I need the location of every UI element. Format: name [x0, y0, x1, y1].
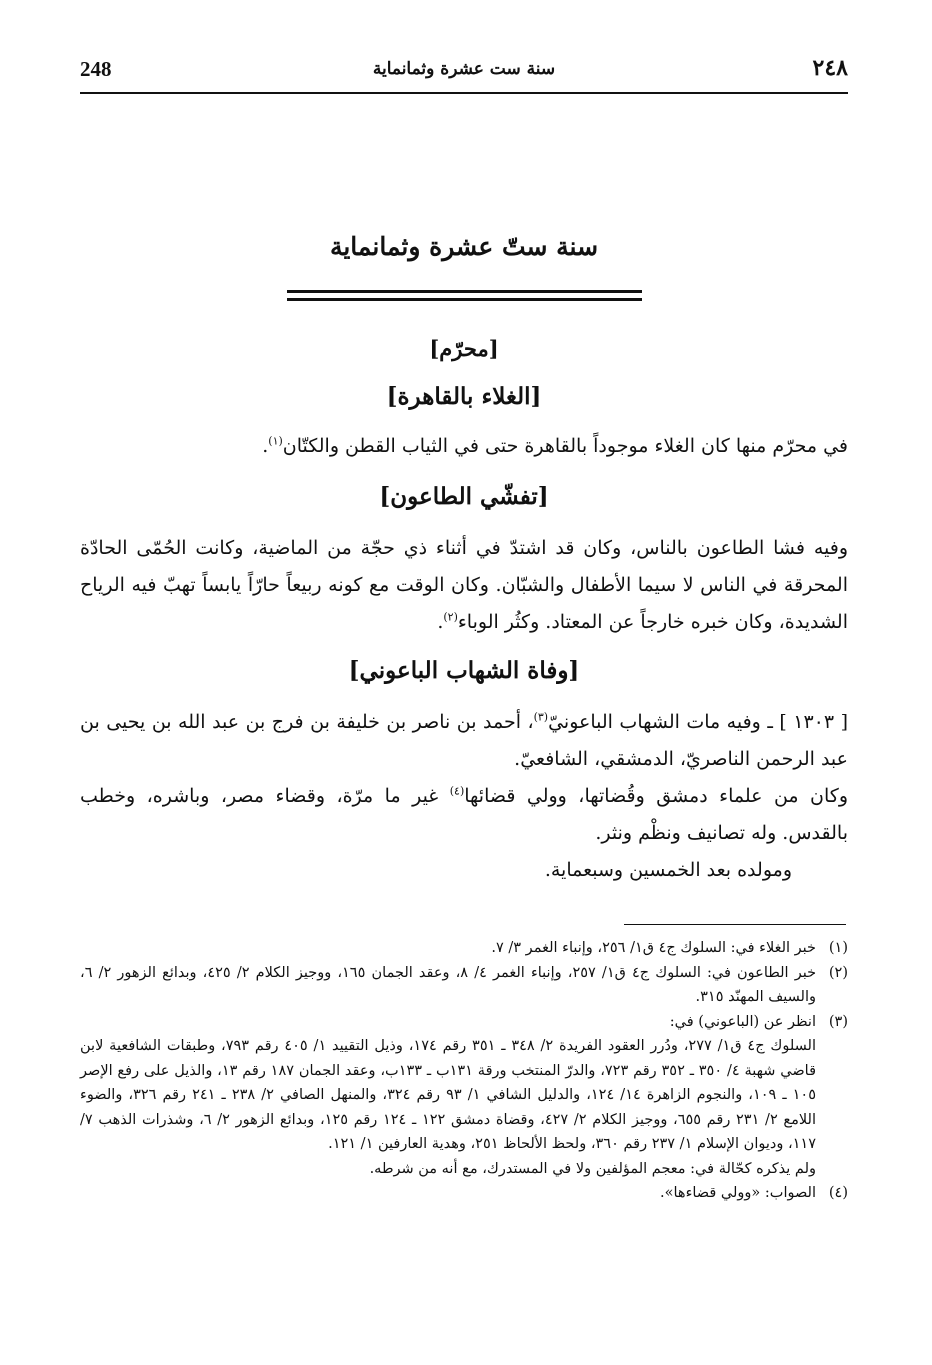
section-heading-famine: [الغلاء بالقاهرة] — [386, 383, 542, 410]
paragraph-famine: في محرّم منها كان الغلاء موجوداً بالقاهرة حتى في الثياب القطن والكتّان$^{(١)}$. — [262, 434, 848, 457]
page-header — [80, 55, 848, 89]
paragraph-biography: [ ١٣٠٣ ] ـ وفيه مات الشهاب الباعونيّ$^{(٣)}$، أحمد بن ناصر بن خليفة بن فرج بن عبد الله بن يحيى بن عبد الرحمن الناصريّ، الدمشقي، الشافعيّ. وكان من علماء دمشق وقُضاتها، وولي قضائها$^{(٤)}$ غير ما مرّة، وقضاء مصر، وباشره، وخطب بالقدس. وله تصانيف ونظْم ونثر. ومولده بعد الخمسين وسبعماية. — [80, 704, 848, 889]
footnote-4: (٤) الصواب: «وولي قضاءها». — [660, 1185, 848, 1201]
paragraph-birth: ومولده بعد الخمسين وسبعماية. — [544, 859, 792, 881]
title-rule-bottom — [287, 298, 642, 301]
footnote-3: (٣) انظر عن (الباعوني) في: — [669, 1013, 848, 1030]
page-number-arabic: ٢٤٨ — [812, 55, 848, 81]
chapter-title: سنة ستّ عشرة وثمانماية — [329, 232, 599, 261]
footnote-ref-3[interactable]: (٣) — [533, 710, 549, 724]
title-rule-top — [287, 290, 642, 293]
section-heading-death: [وفاة الشهاب الباعوني] — [348, 657, 580, 684]
footnote-2: (٢) خبر الطاعون في: السلوك ج٤ ق١/ ٢٥٧، وإنباء الغمر ٤/ ٨، وعقد الجمان ١٦٥، ووجيز الكلام ٢/ ٤٢٥، وبدائع الزهور ٢/ ٦، والسيف المهنّد ٣١٥. — [80, 964, 848, 1005]
page-number-latin: 248 — [80, 57, 112, 81]
footnote-1: (١) خبر الغلاء في: السلوك ج٤ ق١/ ٢٥٦، وإنباء الغمر ٣/ ٧. — [491, 940, 848, 956]
paragraph-plague: وفيه فشا الطاعون بالناس، وكان قد اشتدّ في أثناء ذي حجّة من الماضية، وكانت الحُمّى الحادّة المحرقة في الناس لا سيما الأطفال والشبّان. وكان الوقت مع كونه ربيعاً حارّاً يابساً تهبّ فيه الرياح الشديدة، وكان خبره خارجاً عن المعتاد. وكثُر الوباء$^{(٢)}$. — [80, 537, 848, 633]
section-month: [محرّم] — [429, 336, 499, 361]
section-heading-plague: [تفشّي الطاعون] — [379, 483, 549, 510]
header-rule — [80, 92, 848, 94]
running-title: سنة ست عشرة وثمانماية — [372, 59, 556, 79]
footnote-ref-2[interactable]: (٢) — [443, 610, 458, 624]
footnotes — [80, 936, 848, 1206]
footnote-3-remark: ولم يذكره كحّالة في: معجم المؤلفين ولا في المستدرك، مع أنه من شرطه. — [369, 1160, 816, 1177]
footnote-separator — [624, 924, 846, 925]
footnote-ref-1[interactable]: (١) — [268, 434, 283, 448]
footnote-ref-4[interactable]: (٤) — [449, 784, 465, 798]
footnote-3-sources: السلوك ج٤ ق١/ ٢٧٧، ودُرر العقود الفريدة ٢/ ٣٤٨ ـ ٣٥١ رقم ١٧٤، وذيل التقييد ١/ ٤٠٥ رقم ٧٩٣، وطبقات الشافعية لابن قاضي شهبة ٤/ ٣٥٠ ـ ٣٥٢ رقم ٧٢٣، والدرّ المنتخب ورقة ١٣١ب ـ ١٣٣ب، وعقد الجمان ١٨٧ رقم ١٣، والذيل على رفع الإصر ١٠٥ ـ ١٠٩، والنجوم الزاهرة ١٤/ ١٢٤، والدليل الشافي ١/ ٩٣ رقم ٣٢٤، والمنهل الصافي ٢/ ٢٣٨ ـ ٢٤١ رقم ٣٢٦، والضوء اللامع ٢/ ٢٣١ رقم ٦٥٥، ووجيز الكلام ٢/ ٤٢٧، وقضاة دمشق ١٢٢ ـ ١٢٤ رقم ١٢٥، وبدائع الزهور ٢/ ٦، وشذرات الذهب ٧/ ١١٧، وديوان الإسلام ١/ ٢٣٧ رقم ٣٦٠، ولحظ الألحاظ ٢٥١، وهدية العارفين ١/ ١٢١. — [80, 1038, 817, 1152]
